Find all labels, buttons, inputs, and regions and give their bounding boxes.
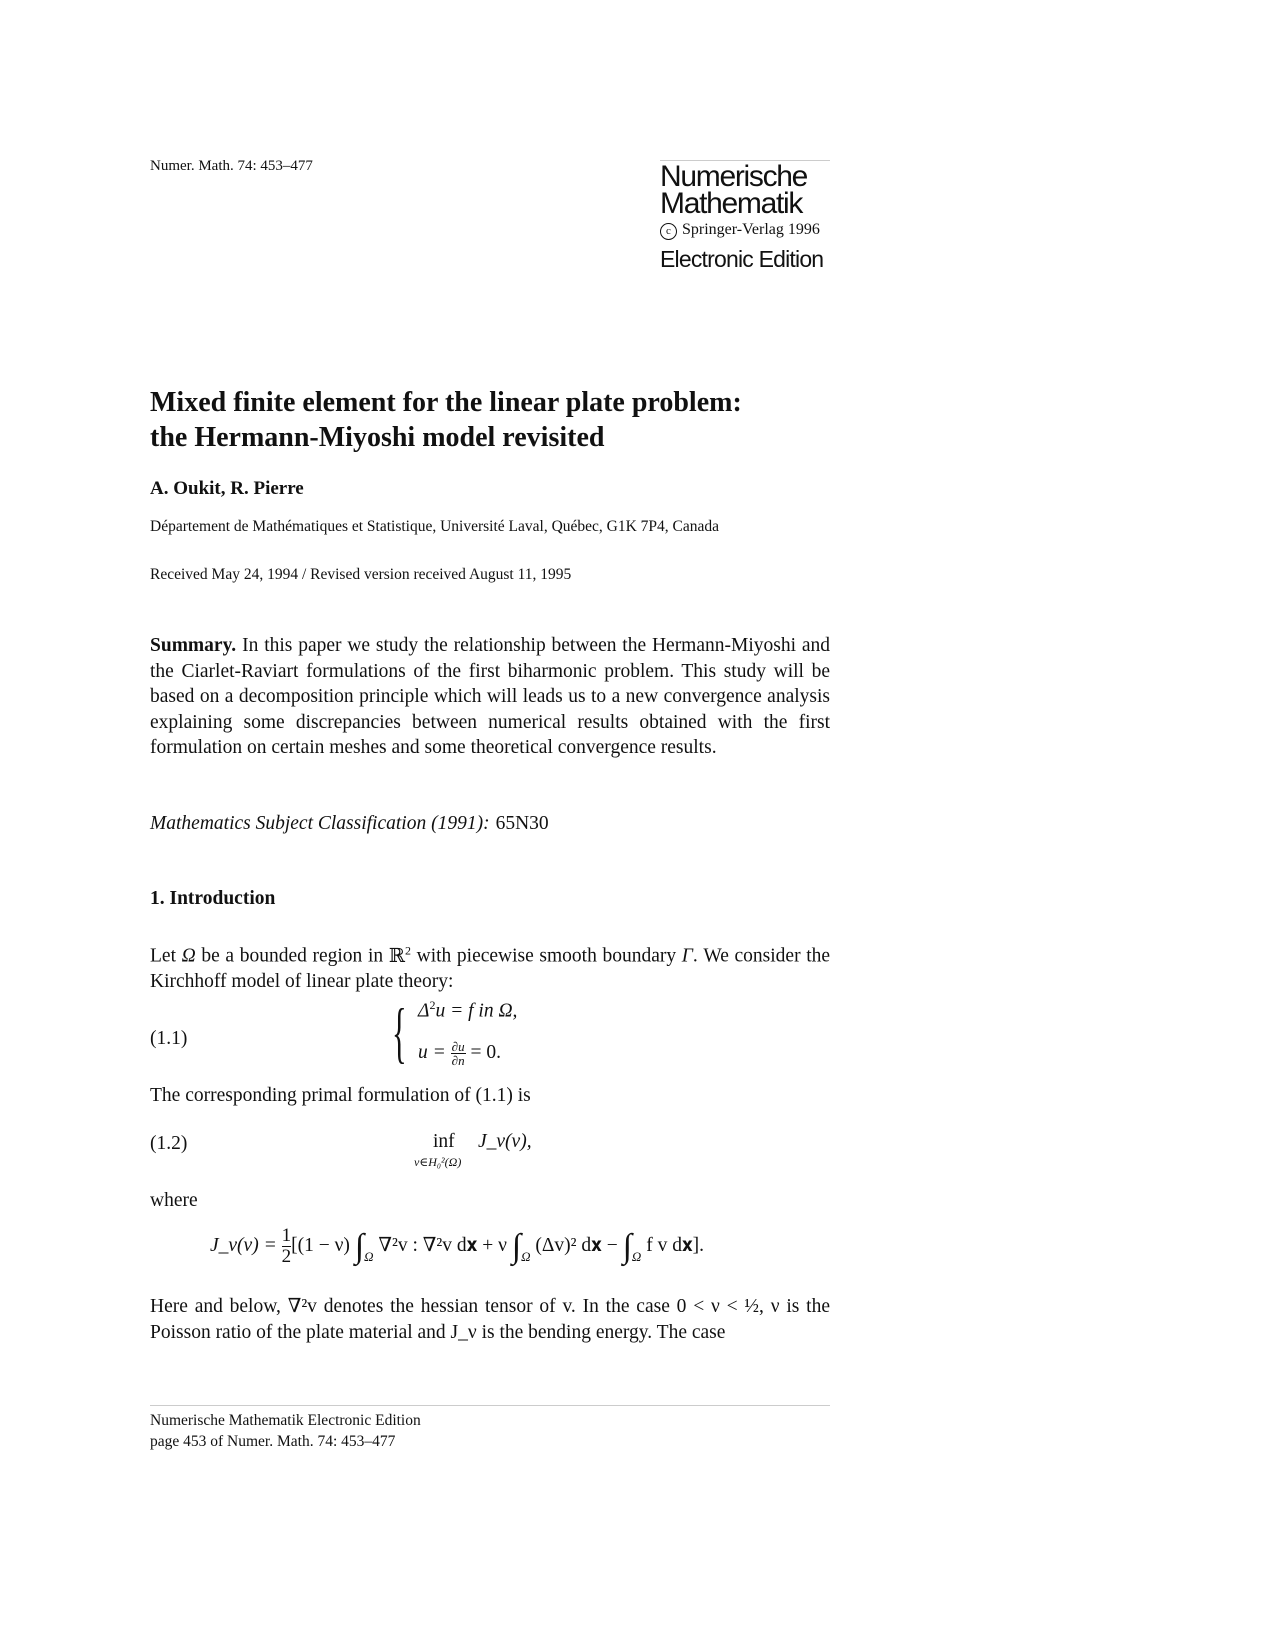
logo-line-2: Mathematik bbox=[660, 187, 803, 220]
footer-line-1: Numerische Mathematik Electronic Edition bbox=[150, 1412, 421, 1429]
copyright-line bbox=[660, 221, 830, 240]
footer-divider bbox=[150, 1405, 830, 1406]
footer-line-2: page 453 of Numer. Math. 74: 453–477 bbox=[150, 1433, 396, 1450]
gamma-symbol: Γ bbox=[681, 945, 693, 967]
omega-symbol: Ω bbox=[181, 945, 196, 967]
eq-1-1-label: (1.1) bbox=[150, 1028, 188, 1049]
eq-1-1-line-2: u = $\frac{\partial u}{\partial n}$ = 0. bbox=[418, 1039, 501, 1068]
hessian-paragraph: Here and below, ∇²v denotes the hessian tensor of v. In the case 0 < ν < ½, ν is the Poisson ratio of the plate material and J_ν is the bending energy. The case bbox=[150, 1296, 830, 1343]
journal-reference: Numer. Math. 74: 453–477 bbox=[150, 158, 313, 174]
eq-1-2-label: (1.2) bbox=[150, 1133, 188, 1154]
affiliation: Département de Mathématiques et Statistique, Université Laval, Québec, G1K 7P4, Canada bbox=[150, 518, 720, 535]
copyright-text: Springer-Verlag 1996 bbox=[682, 221, 820, 238]
msc-label: Mathematics Subject Classification (1991): bbox=[150, 813, 490, 834]
title-line-1: Mixed finite element for the linear plate problem: bbox=[150, 387, 742, 418]
authors: A. Oukit, R. Pierre bbox=[150, 478, 304, 499]
eq-1-1-line-1: $\Delta^2u = f$ in Ω, bbox=[418, 998, 518, 1022]
primal-text: The corresponding primal formulation of (1.1) is bbox=[150, 1085, 531, 1106]
copyright-icon: c bbox=[660, 223, 677, 240]
logo-line-1: Numerische bbox=[660, 160, 808, 193]
received-dates: Received May 24, 1994 / Revised version received August 11, 1995 bbox=[150, 566, 572, 583]
intro-text-a: Let bbox=[150, 945, 176, 967]
msc-classification bbox=[150, 813, 549, 835]
title-line-2: the Hermann-Miyoshi model revisited bbox=[150, 422, 605, 453]
energy-equation: J_ν(v) = $\frac{1}{2}[(1 - \nu)$ $\int_\Omega$ ∇²v : ∇²v d𝐱 + ν $\int_\Omega$ (Δv)² d𝐱 − $\int_\Omega$ f v d𝐱]. bbox=[210, 1225, 705, 1267]
eq-1-2-subscript: v∈H₀²(Ω) bbox=[414, 1155, 462, 1169]
eq-1-2-inf: inf bbox=[433, 1131, 455, 1152]
r2-symbol: ℝ$^2$ bbox=[388, 943, 411, 967]
section-heading: 1. Introduction bbox=[150, 888, 276, 909]
intro-text-d: . We consider the Kirchhoff model of linear plate theory: bbox=[150, 945, 831, 992]
summary bbox=[150, 633, 830, 761]
edition-label: Electronic Edition bbox=[660, 246, 824, 272]
intro-text-b: be a bounded region in bbox=[201, 945, 384, 967]
half-fraction: $\frac{1}{2}$ bbox=[281, 1225, 292, 1267]
intro-text-c: with piecewise smooth boundary bbox=[416, 945, 677, 967]
paper-title bbox=[150, 385, 742, 455]
where-text: where bbox=[150, 1190, 198, 1211]
footer bbox=[150, 1410, 421, 1452]
journal-logo bbox=[660, 160, 830, 273]
summary-label: Summary. bbox=[150, 635, 237, 656]
intro-paragraph bbox=[150, 938, 830, 995]
brace-symbol: { bbox=[392, 994, 407, 1070]
eq-1-2-expr: J_ν(v), bbox=[478, 1131, 532, 1152]
msc-value: 65N30 bbox=[495, 813, 549, 834]
partial-fraction: $\frac{\partial u}{\partial n}$ bbox=[451, 1039, 465, 1068]
summary-text: In this paper we study the relationship between the Hermann-Miyoshi and the Ciarlet-Raviart formulations of the first biharmonic problem. This study will be based on a decomposition principle which will leads us to a new convergence analysis explaining some discrepancies between numerical results obtained with the first formulation on certain meshes and some theoretical convergence results. bbox=[150, 635, 830, 758]
